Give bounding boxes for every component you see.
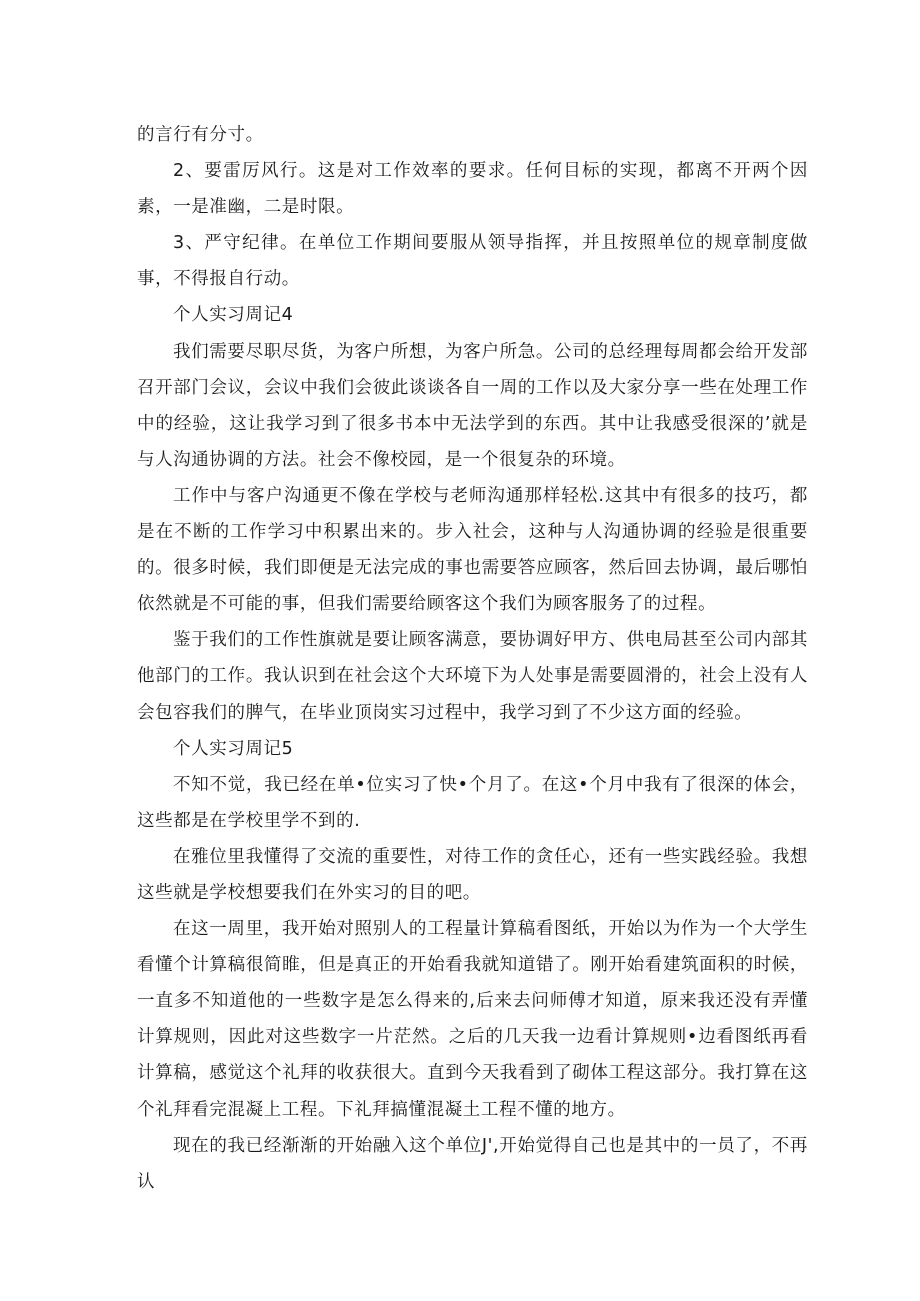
paragraph-2: 2、要雷厉风行。这是对工作效率的要求。任何目标的实现，都离不开两个因素，一是准幽，二是时限。	[137, 161, 808, 218]
paragraph-6: 鉴于我们的工作性旗就是要让顾客满意，要协调好甲方、供电局甚至公司内部其他部门的工作。我认识到在社会这个大环境下为人处事是需要圆滑的，社会上没有人会包容我们的脾气，在毕业顶岗实习过程中，我学习到了不少这方面的经验。	[137, 630, 808, 723]
paragraph-8: 在雅位里我懂得了交流的重要性，对待工作的贪任心，还有一些实践经验。我想这些就是学校想要我们在外实习的目的吧。	[137, 846, 808, 903]
paragraph-4: 我们需要尽职尽货，为客户所想，为客户所急。公司的总经理每周都会给开发部召开部门会议，会议中我们会彼此谈谈各自一周的工作以及大家分享一些在处理工作中的经验，这让我学习到了很多书本中无法学到的东西。其中让我感受很深的’就是与人沟通协调的方法。社会不像校园，是一个很复杂的环境。	[137, 341, 808, 470]
paragraph-10: 现在的我已经渐渐的开始融入这个单位J',开始觉得自己也是其中的一员了，不再认	[137, 1135, 808, 1192]
paragraph-9: 在这一周里，我开始对照别人的工程量计算稿看图纸，开始以为作为一个大学生看懂个计算稿很简睢，但是真正的开始看我就知道错了。刚开始看建筑面积的时候，一直多不知道他的一些数字是怎么得来的,后来去问师傅才知道，原来我还没有弄懂计算规则，因此对这些数字一片茫然。之后的几天我一边看计算规则•边看图纸再看计算稿，感觉这个礼拜的收获很大。直到今天我看到了砌体工程这部分。我打算在这个礼拜看完混凝上工程。下礼拜搞懂混凝土工程不懂的地方。	[137, 919, 808, 1120]
paragraph-1: 的言行有分寸。	[137, 125, 264, 145]
paragraph-3: 3、严守纪律。在单位工作期间要服从领导指挥，并且按照单位的规章制度做事，不得报自行动。	[137, 233, 808, 290]
section-heading-week4: 个人实习周记4	[173, 305, 294, 326]
paragraph-5: 工作中与客户沟通更不像在学校与老师沟通那样轻松.这其中有很多的技巧，都是在不断的工作学习中积累出来的。步入社会，这种与人沟通协调的经验是很重要的。很多时候，我们即便是无法完成的事也需要答应顾客，然后回去协调，最后哪怕依然就是不可能的事，但我们需要给顾客这个我们为顾客服务了的过程。	[137, 485, 808, 615]
section-heading-week5: 个人实习周记5	[173, 738, 294, 759]
paragraph-7: 不知不觉，我已经在单•位实习了快•个月了。在这•个月中我有了很深的体会，这些都是在学校里学不到的.	[137, 774, 808, 831]
